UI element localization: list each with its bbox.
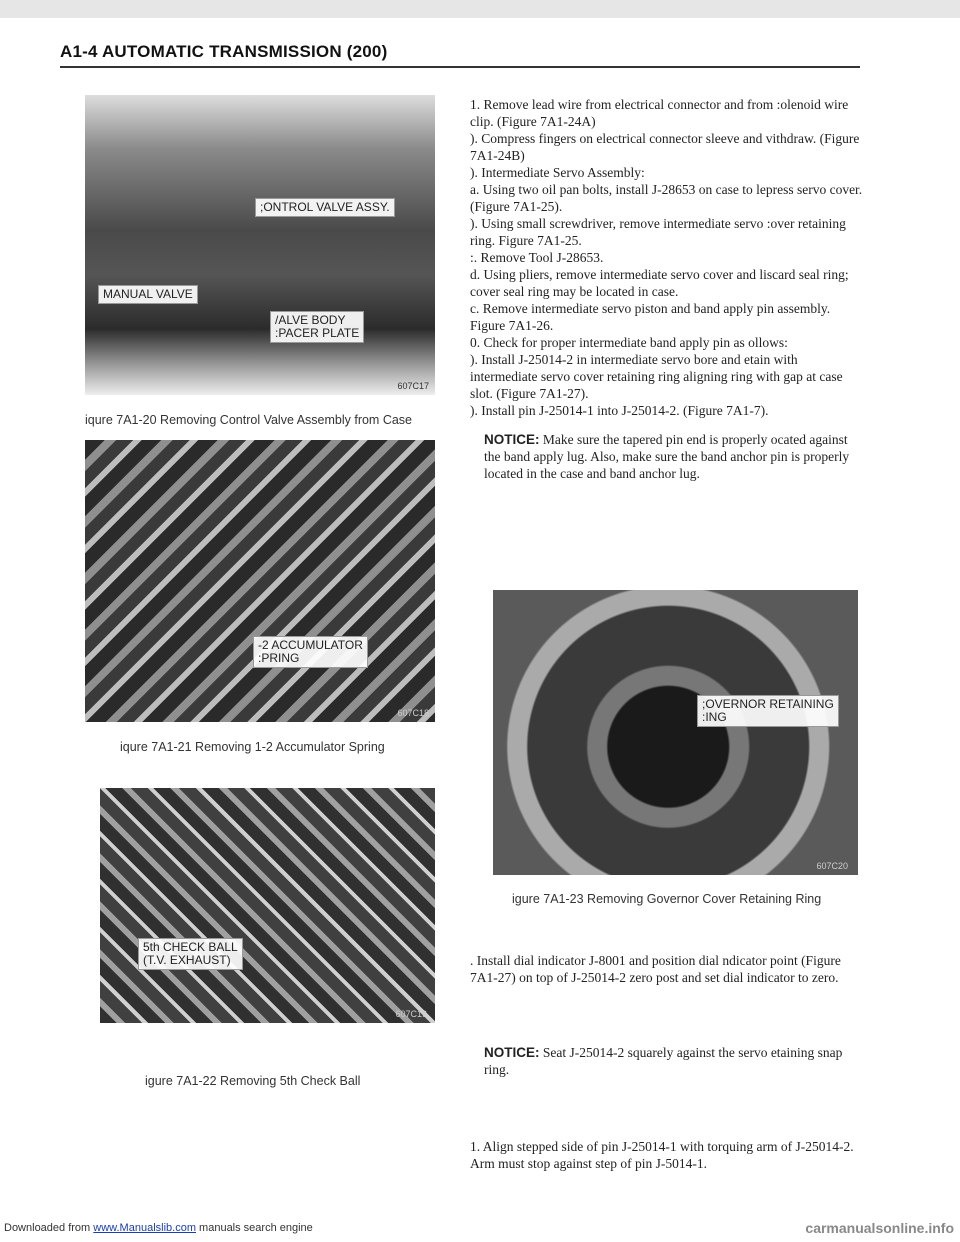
top-scan-band [0, 0, 960, 18]
notice-block [470, 1044, 865, 1078]
step-text: ). Using small screwdriver, remove intermediate servo :over retaining ring. Figure 7A1-25. [470, 216, 846, 248]
footer-suffix: manuals search engine [199, 1222, 313, 1234]
step-text: ). Intermediate Servo Assembly: [470, 165, 645, 180]
step-text: :. Remove Tool J-28653. [470, 250, 604, 265]
figure-label: ;OVERNOR RETAINING :ING [697, 695, 839, 727]
figure-code: 607C17 [397, 381, 429, 391]
notice-label: NOTICE: [484, 1045, 540, 1060]
figure-7a1-20-photo [85, 95, 435, 395]
figure-7a1-21-photo [85, 440, 435, 722]
header-rule [60, 66, 860, 68]
page-footer [0, 1220, 960, 1238]
step-text: 1. Remove lead wire from electrical connector and from :olenoid wire clip. (Figure 7A1-24A) [470, 97, 849, 129]
figure-code: 607C18 [397, 708, 429, 718]
figure-caption: iqure 7A1-20 Removing Control Valve Assembly from Case [85, 413, 412, 427]
step-text: a. Using two oil pan bolts, install J-28653 on case to lepress servo cover. (Figure 7A1-25). [470, 182, 863, 214]
step-text: d. Using pliers, remove intermediate servo cover and liscard seal ring; cover seal ring may be located in case. [470, 267, 849, 299]
page-header: A1-4 AUTOMATIC TRANSMISSION (200) [60, 42, 388, 61]
figure-7a1-23-photo [493, 590, 858, 875]
notice-label: NOTICE: [484, 432, 540, 447]
figure-code: 607C20 [816, 861, 848, 871]
figure-label: 5th CHECK BALL (T.V. EXHAUST) [138, 938, 243, 970]
step-text: 0. Check for proper intermediate band apply pin as ollows: [470, 335, 788, 350]
figure-label: /ALVE BODY :PACER PLATE [270, 311, 364, 343]
figure-label: MANUAL VALVE [98, 285, 198, 304]
footer-prefix: Downloaded from [4, 1222, 91, 1234]
figure-caption: iqure 7A1-21 Removing 1-2 Accumulator Spring [120, 740, 385, 754]
figure-7a1-22-photo [100, 788, 435, 1023]
notice-text: Make sure the tapered pin end is properly ocated against the band apply lug. Also, make sure the band anchor pin is properly located in the case and band anchor lug. [484, 432, 850, 481]
figure-label: -2 ACCUMULATOR :PRING [253, 636, 368, 668]
step-text: ). Install pin J-25014-1 into J-25014-2. (Figure 7A1-7). [470, 403, 769, 418]
step-text: ). Compress fingers on electrical connector sleeve and vithdraw. (Figure 7A1-24B) [470, 131, 860, 163]
footer-source [4, 1222, 313, 1234]
text-column-bottom [470, 952, 865, 1172]
step-text: . Install dial indicator J-8001 and position dial ndicator point (Figure 7A1-27) on top of J-25014-2 zero post and set dial indicator to zero. [470, 953, 841, 985]
step-text: ). Install J-25014-2 in intermediate servo bore and etain with intermediate servo cover retaining ring aligning ring with gap at case slot. (Figure 7A1-27). [470, 352, 843, 401]
step-text: 1. Align stepped side of pin J-25014-1 with torquing arm of J-25014-2. Arm must stop against step of pin J-5014-1. [470, 1139, 854, 1171]
text-column-top [470, 96, 865, 482]
figure-label: ;ONTROL VALVE ASSY. [255, 198, 395, 217]
step-text: c. Remove intermediate servo piston and band apply pin assembly. Figure 7A1-26. [470, 301, 831, 333]
notice-text: Seat J-25014-2 squarely against the servo etaining snap ring. [484, 1045, 843, 1077]
figure-code: 607C19 [395, 1009, 427, 1019]
watermark: carmanualsonline.info [805, 1220, 954, 1236]
figure-caption: igure 7A1-23 Removing Governor Cover Retaining Ring [512, 892, 822, 906]
figure-caption: igure 7A1-22 Removing 5th Check Ball [145, 1074, 361, 1088]
manualslib-link[interactable]: www.Manualslib.com [93, 1222, 196, 1234]
notice-block [470, 431, 865, 482]
